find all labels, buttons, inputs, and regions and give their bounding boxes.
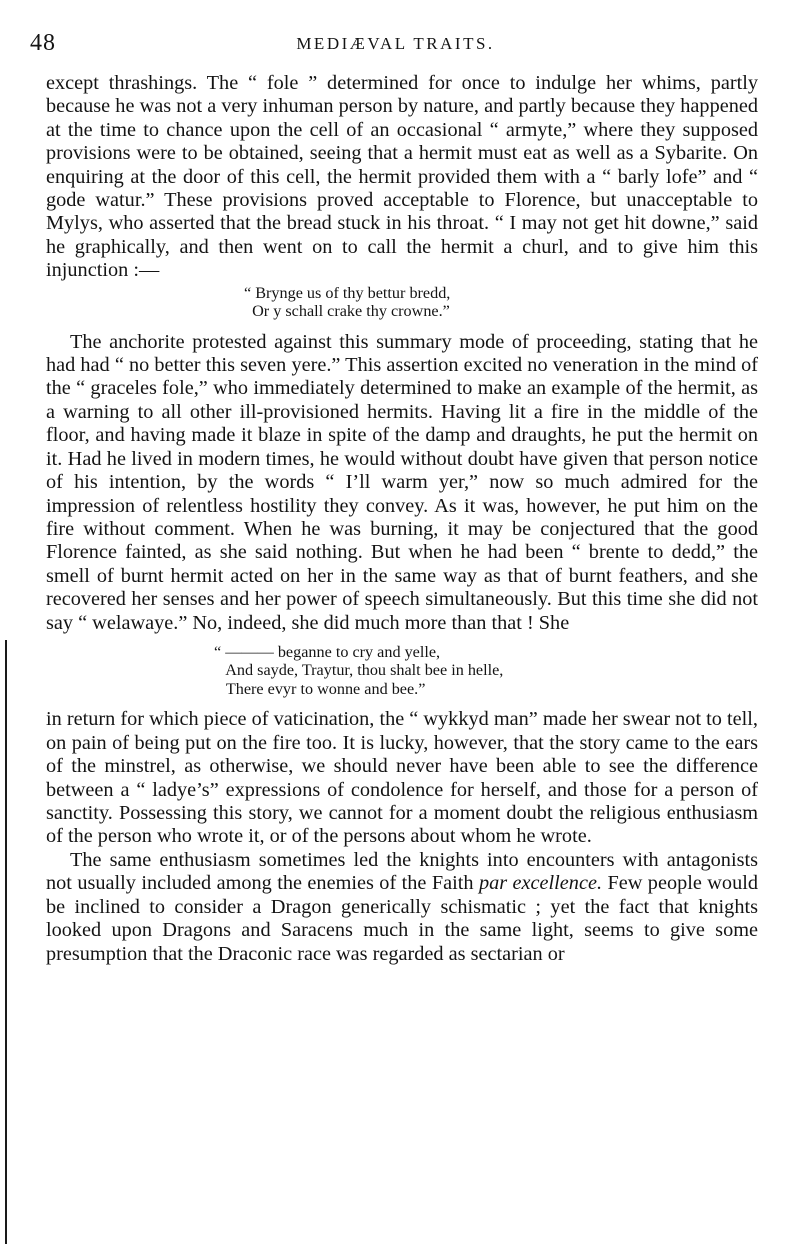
page-body <box>46 72 758 966</box>
page-header <box>0 30 791 60</box>
verse-2-line-2: And sayde, Traytur, thou shalt bee in helle, <box>214 661 504 680</box>
paragraph-1: except thrashings. The “ fole ” determined for once to indulge her whims, partly because he was not a very inhuman person by nature, and partly because they happened at the time to chance upon the cell of an occasional “ armyte,” where they supposed provisions were to be obtained, seeing that a hermit must eat as well as a Sybarite. On enquiring at the door of this cell, the hermit provided them with a “ barly lofe” and “ gode watur.” These provisions proved acceptable to Florence, but unacceptable to Mylys, who asserted that the bread stuck in his throat. “ I may not get hit downe,” said he graphically, and then went on to call the hermit a churl, and to give him this injunction :— <box>46 72 758 282</box>
running-title: MEDIÆVAL TRAITS. <box>296 34 495 53</box>
paragraph-2: The anchorite protested against this summary mode of proceeding, stating that he had had “ no better this seven yere.” This assertion excited no veneration in the mind of the “ graceles fole,” who immediately determined to make an example of the hermit, as a warning to all other ill-provisioned hermits. Having lit a fire in the middle of the floor, and having made it blaze in spite of the damp and draughts, he put the hermit on it. Had he lived in modern times, he would without doubt have given that person notice of his intention, by the words “ I’ll warm yer,” now so much admired for the impression of relentless hostility they convey. As it was, however, he put him on the fire without comment. When he was burning, it may be conjectured that the good Florence fainted, as she said nothing. But when he had been “ brente to dedd,” the smell of burnt hermit acted on her in the same way as that of burnt feathers, and she recovered her senses and her power of speech simultaneously. But this time she did not say “ welawaye.” No, indeed, she did much more than that ! She <box>46 330 758 634</box>
verse-quote-1 <box>244 284 758 321</box>
paragraph-4-text-b: Few people would be inclined to consider a Dragon generically schismatic ; yet the fact that knights looked upon Dragons and Saracens much in the same light, seems to give some presumption that the Draconic race was regarded as sectarian or <box>46 872 758 965</box>
verse-2-line-3: There evyr to wonne and bee.” <box>214 679 426 698</box>
page-number: 48 <box>30 30 56 56</box>
verse-quote-2 <box>214 643 758 699</box>
verse-1-line-2: Or y schall crake thy crowne.” <box>244 302 450 321</box>
left-margin-rule <box>5 640 7 1244</box>
paragraph-4-italic: par excellence. <box>478 872 603 895</box>
paragraph-3: in return for which piece of vaticination, the “ wykkyd man” made her swear not to tell, on pain of being put on the fire too. It is lucky, however, that the story came to the ears of the minstrel, as otherwise, we should never have been able to see the difference between a “ ladye’s” expressions of condolence for herself, and those for a person of sanctity. Possessing this story, we cannot for a moment doubt the religious enthusiasm of the person who wrote it, or of the persons about whom he wrote. <box>46 708 758 848</box>
verse-1-line-1: “ Brynge us of thy bettur bredd, <box>244 283 451 302</box>
verse-2-line-1: “ ——— beganne to cry and yelle, <box>214 642 441 661</box>
paragraph-4-text-a: The same enthusiasm sometimes led the knights into encounters with antagonists not usually included among the enemies of the Faith <box>46 848 758 895</box>
paragraph-4 <box>46 849 758 966</box>
